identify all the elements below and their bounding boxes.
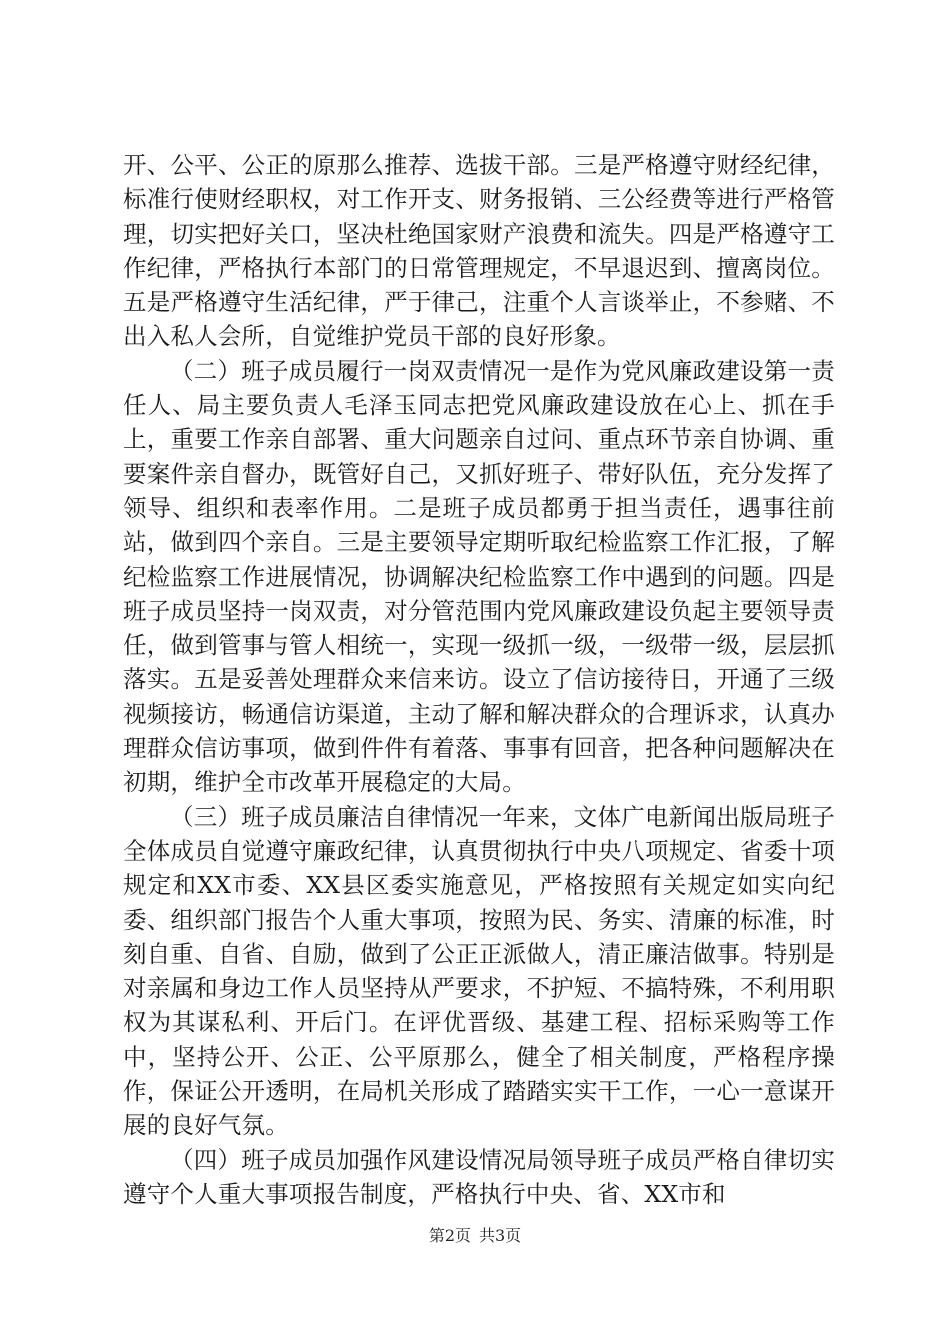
- page-number: 第2页: [428, 1226, 471, 1245]
- paragraph-section-two: （二）班子成员履行一岗双责情况一是作为党风廉政建设第一责任人、局主要负责人毛泽玉同志把党风廉政建设放在心上、抓在手上，重要工作亲自部署、重大问题亲自过问、重点环节亲自协调、重要案件亲自督办，既管好自己，又抓好班子、带好队伍，充分发挥了领导、组织和表率作用。二是班子成员都勇于担当责任，遇事往前站，做到四个亲自。三是主要领导定期听取纪检监察工作汇报，了解纪检监察工作进展情况，协调解决纪检监察工作中遇到的问题。四是班子成员坚持一岗双责，对分管范围内党风廉政建设负起主要领导责任，做到管事与管人相统一，实现一级抓一级，一级带一级，层层抓落实。五是妥善处理群众来信来访。设立了信访接待日，开通了三级视频接访，畅通信访渠道，主动了解和解决群众的合理诉求，认真办理群众信访事项，做到件件有着落、事事有回音，把各种问题解决在初期，维护全市改革开展稳定的大局。: [123, 356, 835, 797]
- paragraph-section-four: （四）班子成员加强作风建设情况局领导班子成员严格自律切实遵守个人重大事项报告制度，严格执行中央、省、XX市和: [123, 1145, 835, 1208]
- page-footer: [0, 1226, 950, 1246]
- page-total: 共3页: [479, 1226, 522, 1245]
- paragraph-section-three: （三）班子成员廉洁自律情况一年来，文体广电新闻出版局班子全体成员自觉遵守廉政纪律，认真贯彻执行中央八项规定、省委十项规定和XX市委、XX县区委实施意见，严格按照有关规定如实向纪委、组织部门报告个人重大事项，按照为民、务实、清廉的标准，时刻自重、自省、自励，做到了公正正派做人，清正廉洁做事。特别是对亲属和身边工作人员坚持从严要求，不护短、不搞特殊，不利用职权为其谋私利、开后门。在评优晋级、基建工程、招标采购等工作中，坚持公开、公正、公平原那么，健全了相关制度，严格程序操作，保证公开透明，在局机关形成了踏踏实实干工作，一心一意谋开展的良好气氛。: [123, 802, 835, 1140]
- document-body: [123, 148, 835, 1211]
- paragraph-continuation: 开、公平、公正的原那么推荐、选拔干部。三是严格遵守财经纪律，标准行使财经职权，对工作开支、财务报销、三公经费等进行严格管理，切实把好关口，坚决杜绝国家财产浪费和流失。四是严格遵守工作纪律，严格执行本部门的日常管理规定，不早退迟到、擅离岗位。五是严格遵守生活纪律，严于律己，注重个人言谈举止，不参赌、不出入私人会所，自觉维护党员干部的良好形象。: [123, 151, 835, 351]
